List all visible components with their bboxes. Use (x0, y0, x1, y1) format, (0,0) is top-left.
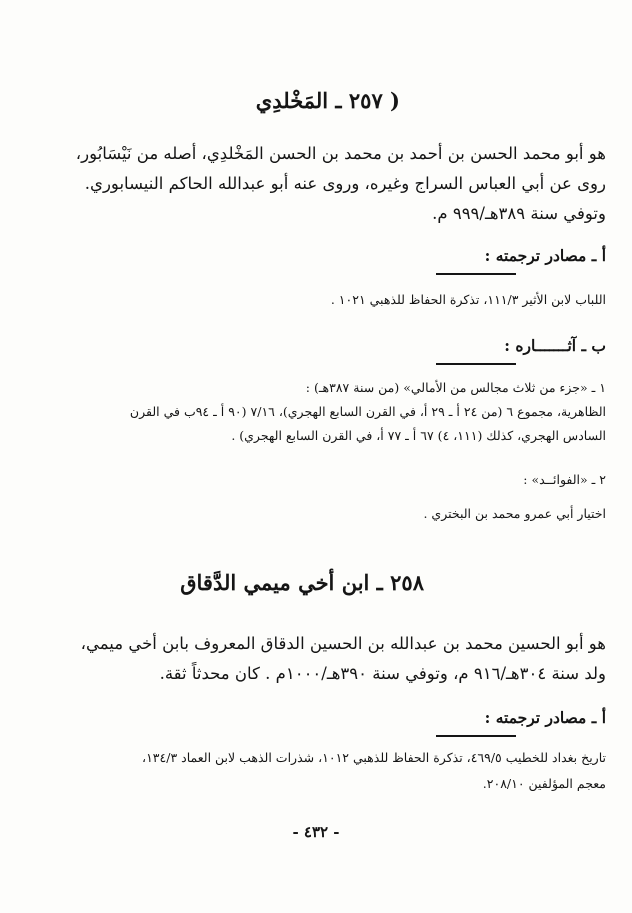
entry-258-sources-line-1: تاريخ بغداد للخطيب ٤٦٩/٥، تذكرة الحفاظ للذهبي ١٠١٢، شذرات الذهب لابن العماد ١٣٤/٣، (142, 750, 606, 765)
entry-258-sources-heading: أ ـ مصادر ترجمته : (484, 708, 606, 727)
entry-257-sources-heading: أ ـ مصادر ترجمته : (484, 246, 606, 265)
page-number: - ٤٣٢ - (292, 823, 340, 841)
entry-258-body-line-2: ولد سنة ٣٠٤هـ/٩١٦ م، وتوفي سنة ٣٩٠هـ/١٠٠٠م . كان محدثاً ثقة. (159, 664, 606, 683)
entry-258-title: ٢٥٨ ـ ابن أخي ميمي الدَّقاق (180, 570, 424, 595)
entry-257-body-line-2: روى عن أبي العباس السراج وغيره، وروى عنه أبو عبدالله الحاكم النيسابوري. (84, 174, 606, 193)
heading-underline (436, 735, 516, 737)
entry-257-work-2-title: ٢ ـ «الفوائــد» : (523, 472, 606, 487)
entry-257-title: ( ٢٥٧ ـ المَخْلدِي (255, 88, 400, 113)
entry-257-work-1-title: ١ ـ «جزء من ثلاث مجالس من الأمالي» (من سنة ٣٨٧هـ) : (305, 380, 606, 395)
entry-257-work-1-detail-1: الظاهرية، مجموع ٦ (من ٢٤ أ ـ ٢٩ أ، في القرن السابع الهجري)، ٧/١٦ (٩٠ أ ـ ٩٤ب في القرن (129, 404, 606, 419)
entry-257-work-2-detail: اختيار أبي عمرو محمد بن البختري . (423, 506, 606, 521)
entry-258-body-line-1: هو أبو الحسين محمد بن عبدالله بن الحسين الدقاق المعروف بابن أخي ميمي، (80, 634, 606, 653)
entry-257-body-line-3: وتوفي سنة ٣٨٩هـ/٩٩٩ م. (432, 204, 606, 223)
heading-underline (436, 363, 516, 365)
entry-257-works-heading: ب ـ آثـــــــاره : (504, 336, 606, 355)
entry-257-work-1-detail-2: السادس الهجري، كذلك (١١١، ٤) ٦٧ أ ـ ٧٧ أ، في القرن السابع الهجري) . (231, 428, 606, 443)
entry-258-sources-line-2: معجم المؤلفين ٢٠٨/١٠. (482, 776, 606, 791)
heading-underline (436, 273, 516, 275)
entry-257-sources: اللباب لابن الأثير ١١١/٣، تذكرة الحفاظ للذهبي ١٠٢١ . (330, 292, 606, 307)
entry-257-body-line-1: هو أبو محمد الحسن بن أحمد بن محمد بن الحسن المَخْلدِي، أصله من نَيْسَابُور، (75, 144, 606, 163)
